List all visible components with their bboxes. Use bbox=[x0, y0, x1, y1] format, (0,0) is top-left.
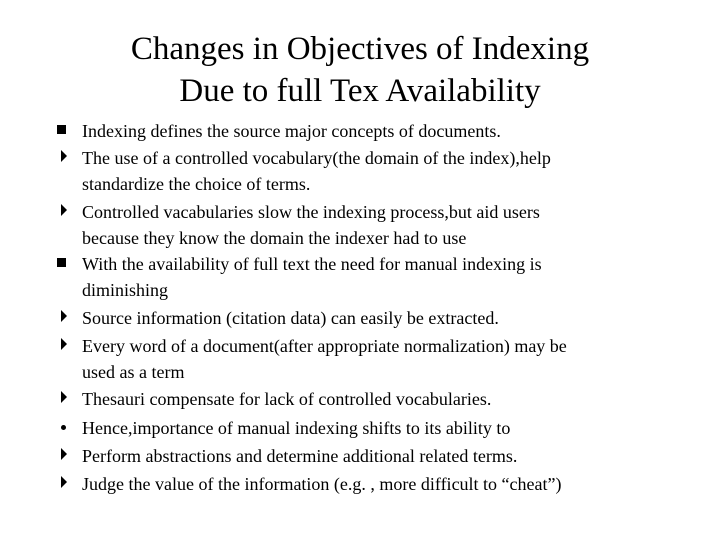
bullet-text-6b: used as a term bbox=[82, 362, 185, 382]
dot-bullet-icon bbox=[56, 415, 74, 441]
title-line-1: Changes in Objectives of Indexing bbox=[130, 31, 590, 67]
arrow-bullet-icon bbox=[56, 145, 74, 171]
arrow-bullet-icon bbox=[56, 471, 74, 497]
bullet-text-5: Source information (citation data) can easily be extracted. bbox=[82, 308, 499, 328]
square-bullet-icon bbox=[56, 118, 74, 144]
bullet-text-7: Thesauri compensate for lack of controlled vocabularies. bbox=[82, 389, 492, 409]
bullet-text-8: Hence,importance of manual indexing shifts to its ability to bbox=[82, 418, 511, 438]
arrow-bullet-icon bbox=[56, 305, 74, 331]
arrow-bullet-icon bbox=[56, 333, 74, 359]
title-line-2: Due to full Tex Availability bbox=[179, 73, 541, 109]
bullet-text-2b: standardize the choice of terms. bbox=[82, 174, 311, 194]
bullet-text-3b: because they know the domain the indexer had to use bbox=[82, 228, 467, 248]
arrow-bullet-icon bbox=[56, 443, 74, 469]
slide-title bbox=[0, 28, 720, 112]
bullet-text-10: Judge the value of the information (e.g. , more difficult to “cheat”) bbox=[82, 474, 562, 494]
square-bullet-icon bbox=[56, 251, 74, 277]
bullet-text-4a: With the availability of full text the need for manual indexing is bbox=[82, 254, 542, 274]
bullet-text-4b: diminishing bbox=[82, 280, 169, 300]
arrow-bullet-icon bbox=[56, 199, 74, 225]
bullet-text-3a: Controlled vacabularies slow the indexing process,but aid users bbox=[82, 202, 540, 222]
bullet-text-1: Indexing defines the source major concepts of documents. bbox=[82, 121, 501, 141]
arrow-bullet-icon bbox=[56, 386, 74, 412]
bullet-text-9: Perform abstractions and determine additional related terms. bbox=[82, 446, 518, 466]
bullet-text-6a: Every word of a document(after appropriate normalization) may be bbox=[82, 336, 567, 356]
bullet-text-2a: The use of a controlled vocabulary(the domain of the index),help bbox=[82, 148, 551, 168]
